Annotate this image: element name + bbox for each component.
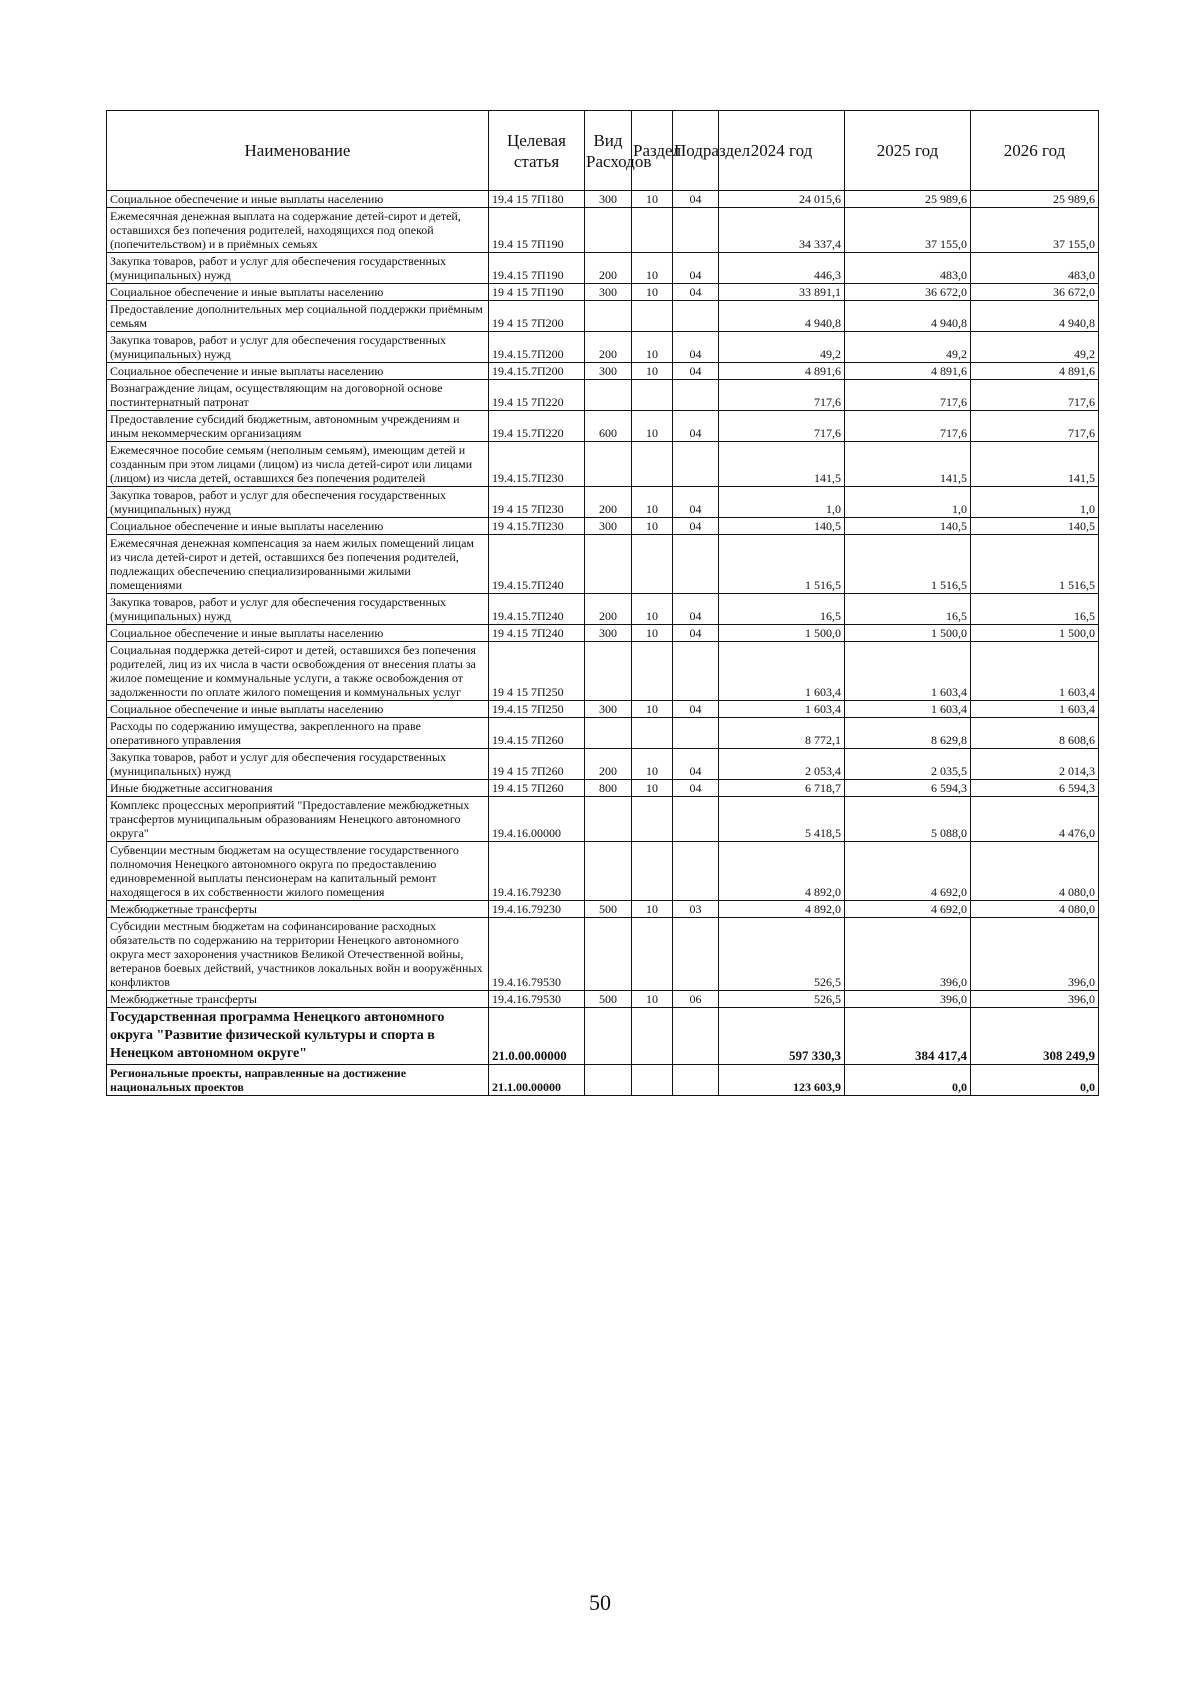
cell-2024: 4 892,0 [719,842,845,901]
cell-target-code: 19.4 15.7П220 [489,411,585,442]
cell-2024: 717,6 [719,411,845,442]
cell-2025: 384 417,4 [845,1008,971,1065]
cell-2024: 526,5 [719,991,845,1008]
cell-target-code: 19 4 15 7П190 [489,284,585,301]
cell-target-code: 19 4.15.7П230 [489,518,585,535]
cell-target-code: 19.4.15.7П240 [489,535,585,594]
cell-expense-type: 600 [585,411,632,442]
cell-2024: 1 500,0 [719,625,845,642]
table-row [107,1065,1099,1096]
cell-expense-type: 500 [585,901,632,918]
cell-2026: 1 516,5 [971,535,1099,594]
cell-section: 10 [632,901,673,918]
cell-2024: 141,5 [719,442,845,487]
cell-2026: 4 940,8 [971,301,1099,332]
cell-2025: 1 603,4 [845,642,971,701]
cell-2025: 483,0 [845,253,971,284]
cell-section: 10 [632,363,673,380]
cell-2025: 2 035,5 [845,749,971,780]
cell-section [632,535,673,594]
cell-2024: 526,5 [719,918,845,991]
cell-expense-type: 300 [585,191,632,208]
cell-name: Социальное обеспечение и иные выплаты населению [107,191,489,208]
cell-2025: 717,6 [845,411,971,442]
table-row [107,991,1099,1008]
table-row [107,749,1099,780]
cell-2024: 16,5 [719,594,845,625]
cell-expense-type [585,442,632,487]
cell-subsection: 03 [673,901,719,918]
cell-2025: 1 516,5 [845,535,971,594]
cell-name: Предоставление дополнительных мер социальной поддержки приёмным семьям [107,301,489,332]
cell-2026: 1 500,0 [971,625,1099,642]
table-row [107,208,1099,253]
table-row [107,487,1099,518]
cell-name: Социальное обеспечение и иные выплаты населению [107,701,489,718]
cell-2025: 49,2 [845,332,971,363]
cell-name: Ежемесячная денежная компенсация за наем жилых помещений лицам из числа детей-сирот и детей, оставшихся без попечения родителей, подлежащих обеспечению специализированными жилыми помещениями [107,535,489,594]
cell-section [632,1065,673,1096]
table-row [107,780,1099,797]
cell-section [632,442,673,487]
cell-target-code: 19 4 15 7П200 [489,301,585,332]
header-section: Раздел [632,111,673,191]
cell-expense-type [585,380,632,411]
cell-2025: 6 594,3 [845,780,971,797]
cell-section [632,208,673,253]
table-row [107,253,1099,284]
cell-2026: 717,6 [971,411,1099,442]
cell-subsection: 04 [673,780,719,797]
cell-subsection [673,797,719,842]
cell-expense-type [585,642,632,701]
cell-section: 10 [632,749,673,780]
table-row [107,625,1099,642]
cell-2025: 717,6 [845,380,971,411]
cell-target-code: 19 4.15 7П240 [489,625,585,642]
cell-name: Социальное обеспечение и иные выплаты населению [107,363,489,380]
cell-2026: 1 603,4 [971,642,1099,701]
table-row [107,901,1099,918]
cell-target-code: 19.4.15.7П200 [489,363,585,380]
cell-2026: 1,0 [971,487,1099,518]
cell-2024: 446,3 [719,253,845,284]
cell-expense-type: 200 [585,487,632,518]
cell-name: Закупка товаров, работ и услуг для обеспечения государственных (муниципальных) нужд [107,332,489,363]
table-row [107,301,1099,332]
cell-subsection: 04 [673,518,719,535]
cell-name: Государственная программа Ненецкого автономного округа "Развитие физической культуры и спорта в Ненецком автономном округе" [107,1008,489,1065]
cell-name: Закупка товаров, работ и услуг для обеспечения государственных (муниципальных) нужд [107,749,489,780]
cell-2024: 1 516,5 [719,535,845,594]
cell-expense-type: 500 [585,991,632,1008]
cell-target-code: 19.4.15 7П260 [489,718,585,749]
cell-2024: 1 603,4 [719,642,845,701]
cell-section: 10 [632,518,673,535]
cell-target-code: 19.4.15 7П250 [489,701,585,718]
page-number: 50 [589,1590,611,1615]
table-row [107,284,1099,301]
table-row [107,380,1099,411]
cell-section [632,797,673,842]
cell-subsection [673,208,719,253]
cell-expense-type: 300 [585,284,632,301]
cell-2025: 37 155,0 [845,208,971,253]
cell-2026: 308 249,9 [971,1008,1099,1065]
cell-target-code: 19.4.15.7П230 [489,442,585,487]
cell-section [632,918,673,991]
cell-2024: 123 603,9 [719,1065,845,1096]
table-row [107,518,1099,535]
cell-expense-type: 800 [585,780,632,797]
cell-2024: 5 418,5 [719,797,845,842]
header-expense-type: Вид Расходов [585,111,632,191]
cell-2026: 1 603,4 [971,701,1099,718]
cell-name: Вознаграждение лицам, осуществляющим на договорной основе постинтернатный патронат [107,380,489,411]
cell-section: 10 [632,701,673,718]
table-row [107,797,1099,842]
header-2026: 2026 год [971,111,1099,191]
cell-target-code: 19.4.16.79230 [489,901,585,918]
cell-subsection: 04 [673,594,719,625]
cell-2026: 483,0 [971,253,1099,284]
cell-2024: 2 053,4 [719,749,845,780]
cell-expense-type [585,1008,632,1065]
cell-section [632,642,673,701]
cell-expense-type: 200 [585,749,632,780]
table-row [107,642,1099,701]
cell-name: Межбюджетные трансферты [107,991,489,1008]
table-row [107,594,1099,625]
cell-2024: 6 718,7 [719,780,845,797]
cell-2024: 4 892,0 [719,901,845,918]
cell-target-code: 19 4 15 7П260 [489,749,585,780]
cell-target-code: 19.4.16.79230 [489,842,585,901]
cell-name: Социальное обеспечение и иные выплаты населению [107,625,489,642]
table-row [107,363,1099,380]
cell-2024: 49,2 [719,332,845,363]
cell-section: 10 [632,487,673,518]
cell-expense-type [585,208,632,253]
cell-2025: 8 629,8 [845,718,971,749]
cell-subsection: 04 [673,363,719,380]
cell-2025: 1,0 [845,487,971,518]
cell-subsection [673,442,719,487]
cell-target-code: 19.4.16.79530 [489,918,585,991]
header-subsection: Подраздел [673,111,719,191]
cell-2024: 1 603,4 [719,701,845,718]
cell-name: Закупка товаров, работ и услуг для обеспечения государственных (муниципальных) нужд [107,594,489,625]
budget-table [106,110,1099,1096]
cell-target-code: 19 4 15 7П250 [489,642,585,701]
header-name: Наименование [107,111,489,191]
cell-name: Социальное обеспечение и иные выплаты населению [107,284,489,301]
cell-subsection [673,1065,719,1096]
table-row [107,332,1099,363]
cell-name: Закупка товаров, работ и услуг для обеспечения государственных (муниципальных) нужд [107,487,489,518]
table-header-row [107,111,1099,191]
cell-expense-type [585,301,632,332]
cell-section: 10 [632,411,673,442]
cell-subsection: 04 [673,749,719,780]
cell-2024: 140,5 [719,518,845,535]
cell-2024: 4 891,6 [719,363,845,380]
cell-name: Межбюджетные трансферты [107,901,489,918]
cell-name: Субвенции местным бюджетам на осуществление государственного полномочия Ненецкого автономного округа по предоставлению единовременной выплаты пенсионерам на капитальный ремонт находящегося в их собственности жилого помещения [107,842,489,901]
cell-2026: 141,5 [971,442,1099,487]
cell-name: Субсидии местным бюджетам на софинансирование расходных обязательств по содержанию на территории Ненецкого автономного округа мест захоронения участников Великой Отечественной войны, ветеранов боевых действий, участников локальных войн и вооружённых конфликтов [107,918,489,991]
cell-2025: 5 088,0 [845,797,971,842]
table-row [107,1008,1099,1065]
cell-section [632,1008,673,1065]
cell-subsection: 04 [673,284,719,301]
cell-2024: 4 940,8 [719,301,845,332]
cell-target-code: 19.4.15.7П240 [489,594,585,625]
cell-2025: 4 692,0 [845,842,971,901]
cell-2026: 37 155,0 [971,208,1099,253]
header-target: Целевая статья [489,111,585,191]
cell-target-code: 19 4.15 7П260 [489,780,585,797]
table-row [107,718,1099,749]
cell-subsection: 04 [673,487,719,518]
cell-subsection: 04 [673,625,719,642]
cell-2025: 0,0 [845,1065,971,1096]
header-2025: 2025 год [845,111,971,191]
cell-target-code: 21.0.00.00000 [489,1008,585,1065]
cell-2026: 4 080,0 [971,901,1099,918]
cell-expense-type: 200 [585,332,632,363]
cell-section [632,842,673,901]
cell-expense-type [585,797,632,842]
cell-target-code: 19.4 15 7П220 [489,380,585,411]
cell-subsection: 04 [673,191,719,208]
table-body [107,191,1099,1096]
header-2024: 2024 год [719,111,845,191]
cell-target-code: 21.1.00.00000 [489,1065,585,1096]
cell-2026: 0,0 [971,1065,1099,1096]
cell-name: Региональные проекты, направленные на достижение национальных проектов [107,1065,489,1096]
cell-2024: 717,6 [719,380,845,411]
cell-expense-type: 200 [585,253,632,284]
cell-name: Ежемесячная денежная выплата на содержание детей-сирот и детей, оставшихся без попечения родителей, находящихся под опекой (попечительством) и в приёмных семьях [107,208,489,253]
cell-expense-type [585,718,632,749]
cell-2025: 140,5 [845,518,971,535]
cell-subsection: 04 [673,701,719,718]
cell-subsection [673,301,719,332]
cell-expense-type: 300 [585,363,632,380]
cell-subsection: 04 [673,332,719,363]
table-row [107,411,1099,442]
cell-name: Комплекс процессных мероприятий "Предоставление межбюджетных трансфертов муниципальным образованиям Ненецкого автономного округа" [107,797,489,842]
cell-section [632,380,673,411]
cell-section: 10 [632,991,673,1008]
cell-2024: 597 330,3 [719,1008,845,1065]
cell-subsection [673,642,719,701]
cell-expense-type: 300 [585,518,632,535]
cell-expense-type: 200 [585,594,632,625]
cell-2026: 396,0 [971,918,1099,991]
cell-2025: 25 989,6 [845,191,971,208]
cell-2025: 16,5 [845,594,971,625]
cell-target-code: 19.4.15.7П200 [489,332,585,363]
cell-name: Социальная поддержка детей-сирот и детей, оставшихся без попечения родителей, лиц из их числа в части освобождения от внесения платы за жилое помещение и коммунальные услуги, а также освобождения от задолженности по оплате жилого помещения и коммунальных услуг [107,642,489,701]
cell-target-code: 19.4.16.00000 [489,797,585,842]
cell-expense-type [585,842,632,901]
cell-name: Иные бюджетные ассигнования [107,780,489,797]
cell-2024: 24 015,6 [719,191,845,208]
cell-name: Ежемесячное пособие семьям (неполным семьям), имеющим детей и созданным при этом лицами (лицом) из числа детей-сирот или лицами (лицом) из числа детей, оставшихся без попечения родителей [107,442,489,487]
cell-subsection [673,842,719,901]
cell-2025: 141,5 [845,442,971,487]
cell-2025: 396,0 [845,991,971,1008]
cell-2025: 4 692,0 [845,901,971,918]
cell-name: Расходы по содержанию имущества, закрепленного на праве оперативного управления [107,718,489,749]
table-row [107,918,1099,991]
cell-subsection [673,380,719,411]
cell-2026: 8 608,6 [971,718,1099,749]
cell-2026: 4 476,0 [971,797,1099,842]
cell-2026: 49,2 [971,332,1099,363]
cell-name: Социальное обеспечение и иные выплаты населению [107,518,489,535]
cell-2025: 1 500,0 [845,625,971,642]
table-row [107,701,1099,718]
cell-2026: 4 891,6 [971,363,1099,380]
cell-expense-type: 300 [585,625,632,642]
cell-section: 10 [632,780,673,797]
cell-subsection [673,718,719,749]
cell-2026: 16,5 [971,594,1099,625]
cell-2026: 396,0 [971,991,1099,1008]
cell-2024: 34 337,4 [719,208,845,253]
cell-2025: 1 603,4 [845,701,971,718]
cell-target-code: 19.4.16.79530 [489,991,585,1008]
cell-expense-type [585,535,632,594]
cell-2024: 33 891,1 [719,284,845,301]
cell-section [632,718,673,749]
cell-expense-type: 300 [585,701,632,718]
table-row [107,535,1099,594]
cell-expense-type [585,1065,632,1096]
cell-2026: 6 594,3 [971,780,1099,797]
cell-target-code: 19.4.15 7П190 [489,253,585,284]
cell-2025: 4 891,6 [845,363,971,380]
cell-2026: 2 014,3 [971,749,1099,780]
cell-section: 10 [632,284,673,301]
cell-section: 10 [632,625,673,642]
cell-subsection [673,535,719,594]
cell-name: Закупка товаров, работ и услуг для обеспечения государственных (муниципальных) нужд [107,253,489,284]
cell-2024: 1,0 [719,487,845,518]
cell-2026: 717,6 [971,380,1099,411]
cell-target-code: 19 4 15 7П230 [489,487,585,518]
cell-section: 10 [632,594,673,625]
cell-section: 10 [632,253,673,284]
cell-subsection [673,1008,719,1065]
cell-2024: 8 772,1 [719,718,845,749]
cell-2025: 4 940,8 [845,301,971,332]
cell-subsection: 04 [673,253,719,284]
table-row [107,442,1099,487]
cell-subsection: 04 [673,411,719,442]
cell-2026: 25 989,6 [971,191,1099,208]
cell-2025: 396,0 [845,918,971,991]
cell-name: Предоставление субсидий бюджетным, автономным учреждениям и иным некоммерческим организациям [107,411,489,442]
cell-section: 10 [632,332,673,363]
cell-subsection [673,918,719,991]
cell-2026: 140,5 [971,518,1099,535]
table-row [107,842,1099,901]
cell-target-code: 19.4 15 7П180 [489,191,585,208]
cell-expense-type [585,918,632,991]
table-row [107,191,1099,208]
cell-section [632,301,673,332]
cell-subsection: 06 [673,991,719,1008]
cell-section: 10 [632,191,673,208]
cell-2026: 4 080,0 [971,842,1099,901]
cell-target-code: 19.4 15 7П190 [489,208,585,253]
cell-2026: 36 672,0 [971,284,1099,301]
cell-2025: 36 672,0 [845,284,971,301]
